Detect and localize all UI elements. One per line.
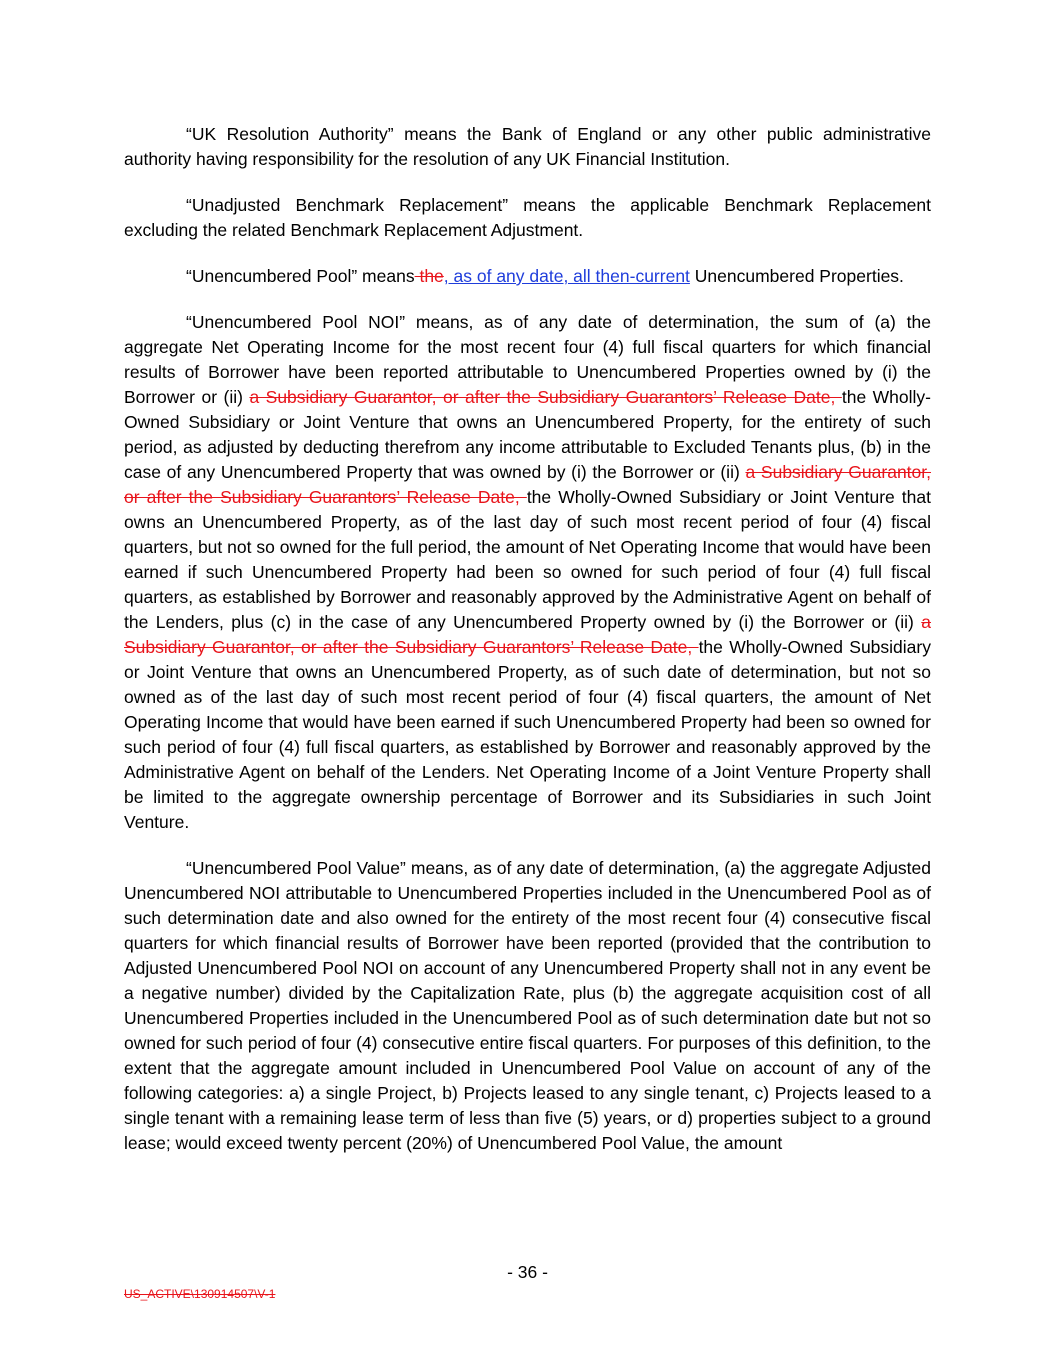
definition-unadjusted-benchmark-replacement (124, 193, 931, 243)
paragraph-text: the Wholly-Owned Subsidiary or Joint Venture that owns an Unencumbered Property, as of such date of determination, but not so owned as of the last day of such most recent period of four (4) fiscal quarters, the amount of Net Operating Income that would have been earned if such Unencumbered Property had been so owned for such period of four (4) full fiscal quarters, as established by Borrower and reasonably approved by the Administrative Agent on behalf of the Lenders. Net Operating Income of a Joint Venture Property shall be limited to the aggregate ownership percentage of Borrower and its Subsidiaries in such Joint Venture. (124, 637, 931, 832)
document-id: US_ACTIVE\130914507\V-1 (124, 1287, 276, 1301)
paragraph-text: “Unencumbered Pool” means (186, 266, 415, 286)
deleted-text: the (414, 266, 444, 286)
paragraph-text: “Unadjusted Benchmark Replacement” means the applicable Benchmark Replacement excluding the related Benchmark Replacement Adjustment. (124, 195, 931, 240)
paragraph-text: “UK Resolution Authority” means the Bank of England or any other public administrative authority having responsibility for the resolution of any UK Financial Institution. (124, 124, 931, 169)
paragraph-text: “Unencumbered Pool NOI” means, as of any date of determination, the sum of (a) the aggregate Net Operating Income for the most recent four (4) full fiscal quarters for which financial results of Borrower have been reported attributable to Unencumbered Properties owned by (i) the Borrower or (ii) (124, 312, 931, 407)
definition-uk-resolution-authority (124, 122, 931, 172)
definition-unencumbered-pool-value (124, 856, 931, 1156)
paragraph-text: “Unencumbered Pool Value” means, as of any date of determination, (a) the aggregate Adjusted Unencumbered NOI attributable to Unencumbered Properties included in the Unencumbered Pool as of such determination date and also owned for the entirety of the most recent four (4) consecutive fiscal quarters for which financial results of Borrower have been reported (provided that the contribution to Adjusted Unencumbered Pool NOI on account of any Unencumbered Property shall not in any event be a negative number) divided by the Capitalization Rate, plus (b) the aggregate acquisition cost of all Unencumbered Properties included in the Unencumbered Pool as of such determination date but not so owned for such period of four (4) consecutive entire fiscal quarters. For purposes of this definition, to the extent that the aggregate amount included in Unencumbered Pool Value on account of any of the following categories: a) a single Project, b) Projects leased to any single tenant, c) Projects leased to a single tenant with a remaining lease term of less than five (5) years, or d) properties subject to a ground lease; would exceed twenty percent (20%) of Unencumbered Pool Value, the amount (124, 858, 931, 1153)
inserted-text: , as of any date, all then-current (443, 266, 690, 286)
paragraph-text: the Wholly-Owned Subsidiary or Joint Venture that owns an Unencumbered Property, as of the last day of such most recent period of four (4) fiscal quarters, but not so owned for the full period, the amount of Net Operating Income that would have been earned if such Unencumbered Property had been so owned for such period of four (4) full fiscal quarters, as established by Borrower and reasonably approved by the Administrative Agent on behalf of the Lenders, plus (c) in the case of any Unencumbered Property owned by (i) the Borrower or (ii) (124, 487, 931, 632)
page-number: - 36 - (507, 1262, 548, 1282)
definition-unencumbered-pool (124, 264, 931, 289)
paragraph-text: the Wholly-Owned Subsidiary or Joint Venture that owns an Unencumbered Property, for the entirety of such period, as adjusted by deducting therefrom any income attributable to Excluded Tenants plus, (b) in the case of any Unencumbered Property that was owned by (i) the Borrower or (ii) (124, 387, 931, 482)
paragraph-text: Unencumbered Properties. (689, 266, 904, 286)
document-body (124, 122, 931, 1177)
deleted-text: a Subsidiary Guarantor, or after the Subsidiary Guarantors’ Release Date, (124, 462, 931, 507)
definition-unencumbered-pool-noi (124, 310, 931, 835)
deleted-text: a Subsidiary Guarantor, or after the Subsidiary Guarantors’ Release Date, (124, 612, 931, 657)
deleted-text: a Subsidiary Guarantor, or after the Subsidiary Guarantors’ Release Date, (249, 387, 842, 407)
